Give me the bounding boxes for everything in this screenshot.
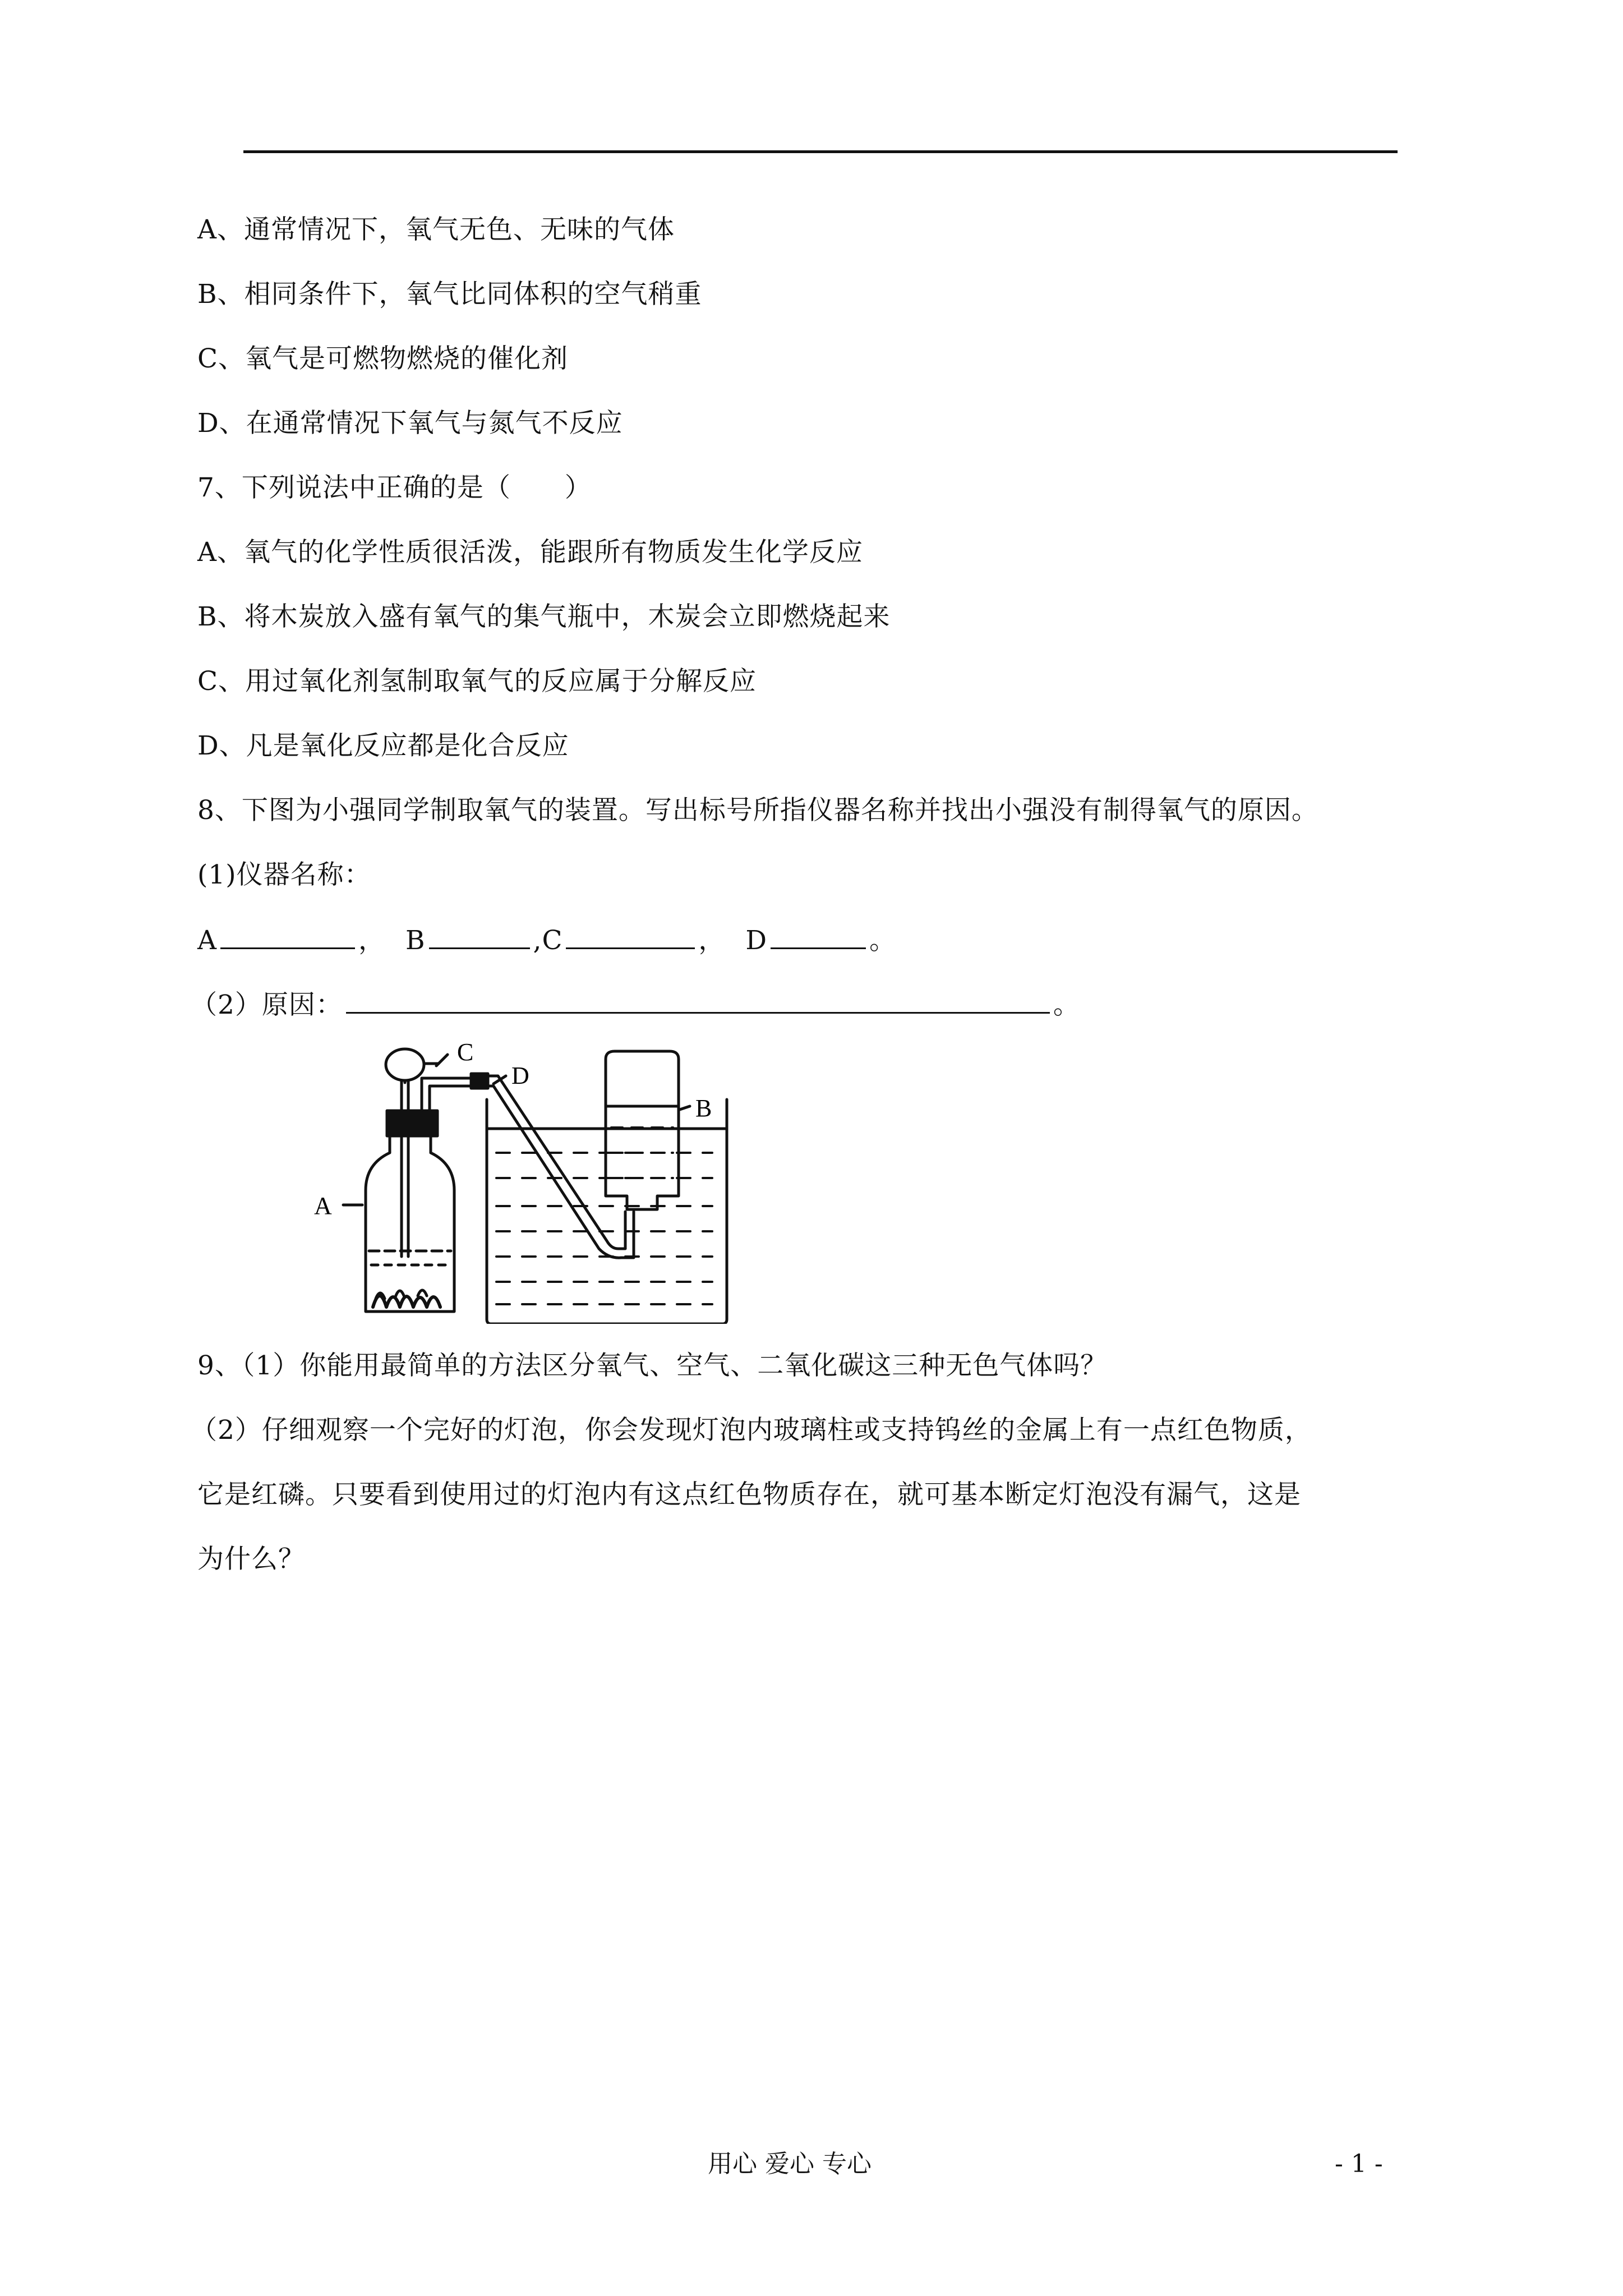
blank-c-label: ,C [533, 925, 563, 956]
label-d: D [511, 1062, 529, 1089]
blank-b-field[interactable] [429, 923, 530, 949]
q6-option-c: C、氧气是可燃物燃烧的催化剂 [197, 343, 568, 374]
rubber-connector-d [471, 1074, 488, 1088]
q9-line2: （2）仔细观察一个完好的灯泡，你会发现灯泡内玻璃柱或支持钨丝的金属上有一点红色物质， [191, 1415, 1312, 1446]
q9-line4: 为什么？ [197, 1544, 305, 1575]
q9-line3: 它是红磷。只要看到使用过的灯泡内有这点红色物质存在，就可基本断定灯泡没有漏气，这是 [197, 1479, 1301, 1510]
blank-a-field[interactable] [220, 923, 355, 949]
q7-option-c: C、用过氧化剂氢制取氧气的反应属于分解反应 [197, 666, 757, 697]
funnel-bulb [386, 1049, 424, 1080]
footer-motto: 用心 爱心 专心 [708, 2150, 872, 2178]
q7-stem: 7、下列说法中正确的是（ ） [197, 472, 592, 503]
oxygen-apparatus-figure [303, 1043, 751, 1324]
q8-blanks-line: A ， B ,C ， D 。 [197, 923, 896, 958]
blank-d-label: D [745, 925, 768, 956]
q6-option-d: D、在通常情况下氧气与氮气不反应 [197, 408, 623, 439]
gas-bottle-b [606, 1051, 679, 1209]
header-rule [243, 150, 1398, 153]
q6-option-a: A、通常情况下，氧气无色、无味的气体 [197, 214, 675, 245]
reason-field[interactable] [346, 987, 1050, 1014]
q8-sub1: (1)仪器名称： [197, 859, 371, 890]
blank-b-label: B [405, 925, 426, 956]
q8-stem: 8、下图为小强同学制取氧气的装置。写出标号所指仪器名称并找出小强没有制得氧气的原因。 [197, 795, 1318, 826]
label-a: A [314, 1192, 332, 1220]
blank-d-field[interactable] [771, 923, 866, 949]
label-c: C [457, 1043, 474, 1066]
label-b: B [695, 1094, 712, 1122]
blank-a-label: A [197, 925, 217, 956]
page-number: - 1 - [1335, 2150, 1383, 2178]
flask-a [366, 1136, 454, 1312]
q6-option-b: B、相同条件下，氧气比同体积的空气稍重 [197, 279, 702, 310]
q7-option-b: B、将木炭放入盛有氧气的集气瓶中，木炭会立即燃烧起来 [197, 601, 891, 632]
q8-sub2-label: （2）原因： [191, 990, 343, 1020]
q9-line1: 9、（1）你能用最简单的方法区分氧气、空气、二氧化碳这三种无色气体吗？ [197, 1350, 1108, 1381]
rubber-stopper [387, 1111, 437, 1136]
q8-sub2-line: （2）原因： 。 [191, 987, 1080, 1022]
blank-c-field[interactable] [566, 923, 695, 949]
q7-option-d: D、凡是氧化反应都是化合反应 [197, 730, 569, 761]
q7-option-a: A、氧气的化学性质很活泼，能跟所有物质发生化学反应 [197, 537, 863, 568]
